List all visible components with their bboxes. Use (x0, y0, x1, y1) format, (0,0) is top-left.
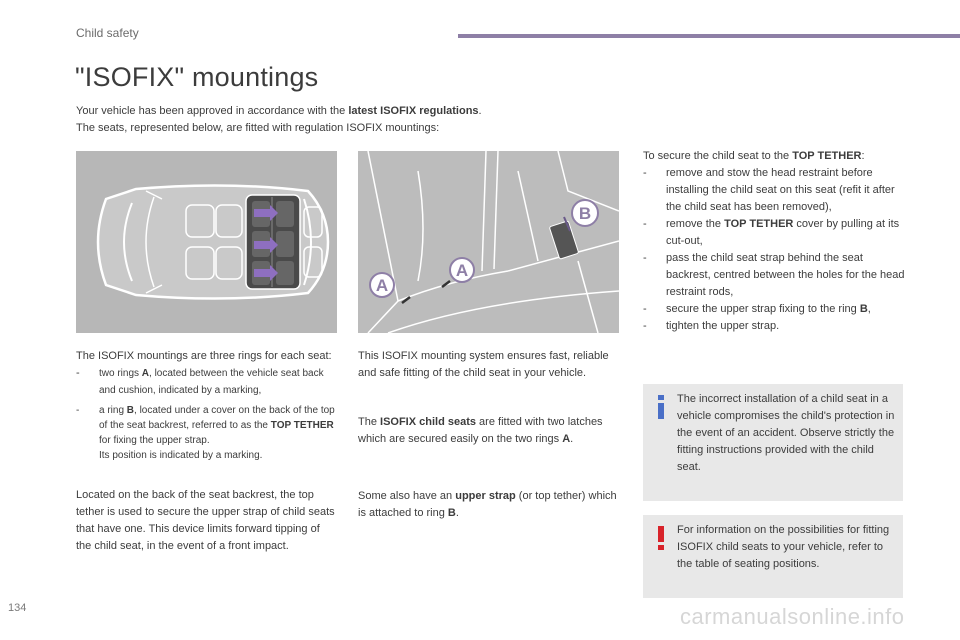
top-tether-description: Located on the back of the seat backrest, the top tether is used to secure the upper strap of child seats that have one. This device limits forward tipping of the child seat, in the event of a front impact. (76, 489, 335, 552)
step-secure-strap: - secure the upper strap fixing to the ring B, (643, 303, 871, 315)
seat-anchor-figure (358, 151, 619, 333)
top-tether-instructions: To secure the child seat to the TOP TETHER: - remove and stow the head restraint before installing the child seat on this seat (refit it after the child seat has been removed), - remove the TOP TETHER cover by pulling at its cut-out, - pass the child seat strap behind the seat backrest, centred between the holes for the head restraint rods, - secure the upper strap fixing to the ring B, - tighten the upper strap. (643, 148, 905, 335)
seat-anchor-illustration (358, 151, 619, 333)
step-remove-cover: - remove the TOP TETHER cover by pulling at its cut-out, (643, 218, 900, 247)
car-top-view-illustration (76, 151, 337, 333)
bullet-rings-a: - two rings A, located between the vehicle seat back and cushion, indicated by a marking, (76, 367, 324, 396)
step-pass-strap: - pass the child seat strap behind the seat backrest, centred between the holes for the head restraint rods, (643, 252, 905, 298)
warning-box (643, 515, 903, 598)
anchor-label-a-right (450, 258, 474, 282)
watermark: carmanualsonline.info (680, 604, 905, 629)
section-header: Child safety (76, 26, 139, 40)
svg-text:A: A (455, 261, 469, 280)
page-number: 134 (8, 602, 27, 614)
isofix-rings-description: The ISOFIX mountings are three rings for each seat: - two rings A, located between the vehicle seat back and cushion, indicated by a marking, - a ring B, located under a cover on the back of the top of the seat backrest, referred to as the TOP TETHER for fixing the upper strap. Its position is indicated by a marking. (76, 348, 338, 463)
car-top-view-figure (76, 151, 337, 333)
info-text: The incorrect installation of a child seat in a vehicle compromises the child's protection in the event of an accident. Observe strictly the fitting instructions provided with the child seat. (677, 393, 895, 473)
page-title: "ISOFIX" mountings (75, 62, 319, 92)
svg-text:B: B (578, 204, 592, 223)
info-icon (653, 394, 669, 420)
warning-icon (653, 525, 669, 551)
warning-text: For information on the possibilities for fitting ISOFIX child seats to your vehicle, refer to the table of seating positions. (677, 524, 890, 570)
bullet-ring-b: - a ring B, located under a cover on the back of the top of the seat backrest, referred to as the TOP TETHER for fixing the upper strap. Its position is indicated by a marking. (76, 405, 335, 461)
header-rule (458, 34, 960, 38)
svg-text:A: A (375, 276, 389, 295)
anchor-label-b (572, 200, 598, 226)
upper-strap-description: Some also have an upper strap (or top tether) which is attached to ring B. (358, 490, 617, 519)
anchor-label-a-left (370, 273, 394, 297)
intro-text: Your vehicle has been approved in accordance with the latest ISOFIX regulations. The seats, represented below, are fitted with regulation ISOFIX mountings: (76, 105, 482, 134)
isofix-system-description: This ISOFIX mounting system ensures fast, reliable and safe fitting of the child seat in your vehicle. (358, 350, 609, 379)
isofix-seats-description: The ISOFIX child seats are fitted with two latches which are secured easily on the two rings A. (358, 416, 603, 445)
info-box (643, 384, 903, 501)
step-remove-head-restraint: - remove and stow the head restraint before installing the child seat on this seat (refit it after the child seat has been removed), (643, 167, 895, 213)
step-tighten-strap: - tighten the upper strap. (643, 320, 780, 332)
